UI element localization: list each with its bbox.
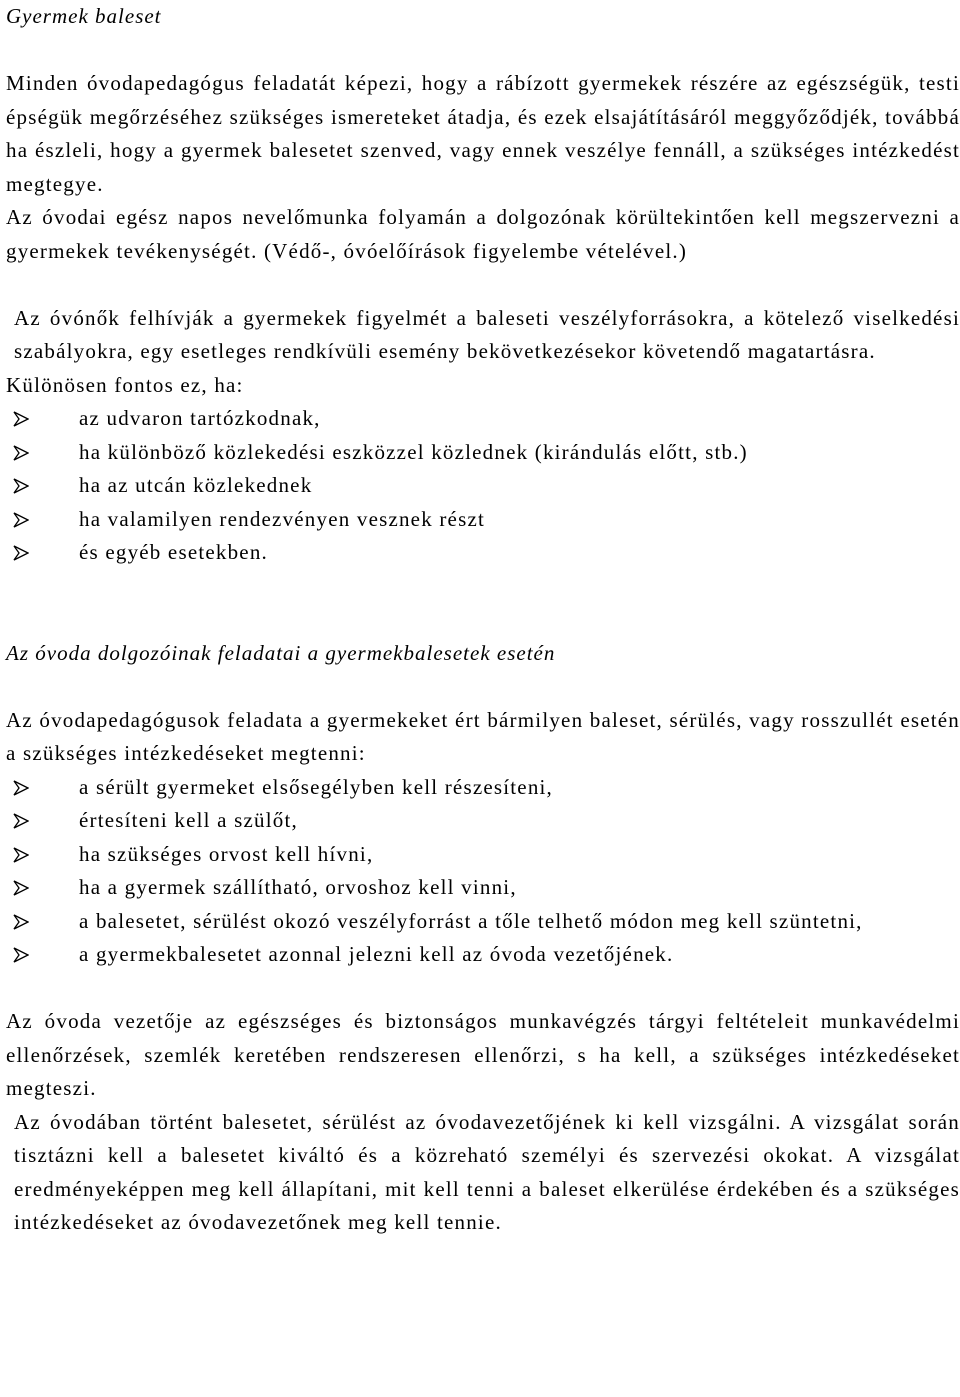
- arrowhead-bullet-icon: [13, 947, 29, 963]
- spacer: [6, 570, 960, 637]
- arrowhead-bullet-icon: [13, 512, 29, 528]
- list-item-text: ha valamilyen rendezvényen vesznek részt: [79, 506, 485, 531]
- list-item: [6, 402, 960, 436]
- list-item-text: a gyermekbalesetet azonnal jelezni kell az óvoda vezetőjének.: [79, 942, 674, 966]
- list-item: [6, 771, 960, 805]
- list-item-text: értesíteni kell a szülőt,: [79, 808, 298, 832]
- section-heading: Az óvoda dolgozóinak feladatai a gyermekbalesetek esetén: [6, 640, 556, 665]
- list-item: [6, 871, 960, 905]
- arrowhead-bullet-icon: [13, 478, 29, 494]
- arrowhead-bullet-icon: [13, 411, 29, 427]
- list-item: [6, 436, 960, 470]
- list-item-text: az udvaron tartózkodnak,: [79, 406, 321, 430]
- list-item: [6, 938, 960, 972]
- attention-paragraph-1: Az óvónők felhívják a gyermekek figyelmét a baleseti veszélyforrásokra, a kötelező viselkedési szabályokra, egy esetleges rendkívüli esemény bekövetkezésekor követendő magatartásra.: [14, 305, 960, 363]
- spacer: [6, 972, 960, 1006]
- closing-paragraph-1: Az óvoda vezetője az egészséges és biztonságos munkavégzés tárgyi feltételeit munkavédelmi ellenőrzések, szemlék keretében rendszeresen ellenőrzi, s ha kell, a szükséges intézkedéseket megteszi.: [6, 1009, 960, 1100]
- arrowhead-bullet-icon: [13, 545, 29, 561]
- arrowhead-bullet-icon: [13, 880, 29, 896]
- arrowhead-bullet-icon: [13, 813, 29, 829]
- arrowhead-bullet-icon: [13, 914, 29, 930]
- list-item: [6, 905, 960, 939]
- list-item-text: ha a gyermek szállítható, orvoshoz kell vinni,: [79, 875, 517, 899]
- spacer: [6, 268, 960, 302]
- intro-paragraph-2: Az óvodai egész napos nevelőmunka folyamán a dolgozónak körültekintően kell megszervezni a gyermekek tevékenységét. (Védő-, óvóelőírások figyelembe vételével.): [6, 205, 960, 263]
- list-item-text: ha különböző közlekedési eszközzel közlednek (kirándulás előtt, stb.): [79, 439, 748, 464]
- attention-list: [6, 402, 960, 570]
- spacer: [6, 34, 960, 68]
- list-item: [6, 469, 960, 503]
- list-item: [6, 838, 960, 872]
- arrowhead-bullet-icon: [13, 847, 29, 863]
- arrowhead-bullet-icon: [13, 445, 29, 461]
- list-item-text: a balesetet, sérülést okozó veszélyforrást a tőle telhető módon meg kell szüntetni,: [79, 908, 863, 933]
- spacer: [6, 670, 960, 704]
- attention-paragraph-2: Különösen fontos ez, ha:: [6, 372, 244, 397]
- list-item-text: ha az utcán közlekednek: [79, 473, 313, 497]
- list-item-text: és egyéb esetekben.: [79, 540, 268, 564]
- list-item: [6, 503, 960, 537]
- list-item: [6, 536, 960, 570]
- document-page: [6, 0, 960, 1240]
- duties-paragraph: Az óvodapedagógusok feladata a gyermekeket ért bármilyen baleset, sérülés, vagy rosszullét esetén a szükséges intézkedéseket megtenni:: [6, 707, 960, 765]
- list-item-text: a sérült gyermeket elsősegélyben kell részesíteni,: [79, 774, 554, 799]
- list-item-text: ha szükséges orvost kell hívni,: [79, 841, 374, 866]
- document-title: Gyermek baleset: [6, 4, 162, 28]
- intro-paragraph-1: Minden óvodapedagógus feladatát képezi, hogy a rábízott gyermekek részére az egészségük, testi épségük megőrzéséhez szükséges ismereteket átadja, és ezek elsajátításáról meggyőződjék, továbbá ha észleli, hogy a gyermek balesetet szenved, vagy ennek veszélye fennáll, a szükséges intézkedést megtegye.: [6, 71, 960, 196]
- closing-paragraph-2: Az óvodában történt balesetet, sérülést az óvodavezetőjének ki kell vizsgálni. A vizsgálat során tisztázni kell a balesetet kiváltó és a közreható személyi és szervezési okokat. A vizsgálat eredményeképpen meg kell állapítani, mit kell tenni a baleset elkerülése érdekében és a szükséges intézkedéseket az óvodavezetőnek meg kell tennie.: [14, 1109, 960, 1234]
- arrowhead-bullet-icon: [13, 780, 29, 796]
- duties-list: [6, 771, 960, 972]
- list-item: [6, 804, 960, 838]
